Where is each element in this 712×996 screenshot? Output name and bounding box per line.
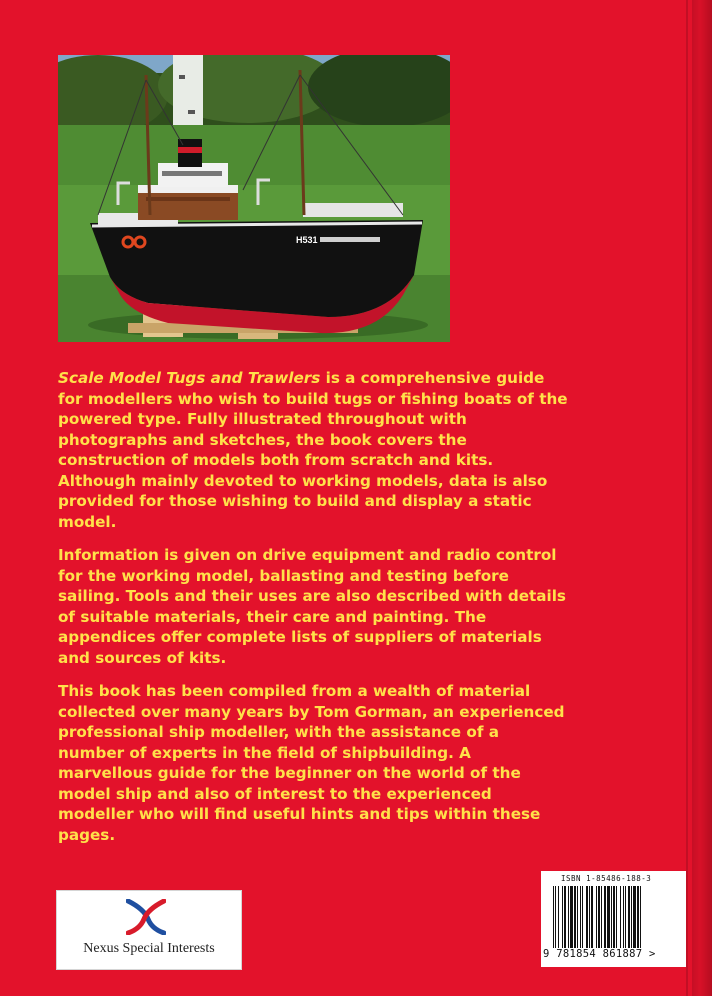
- model-trawler-photo: [58, 55, 450, 342]
- book-title: Scale Model Tugs and Trawlers: [58, 369, 321, 387]
- isbn-number: ISBN 1-85486-188-3: [561, 874, 652, 883]
- nexus-cross-icon: [126, 899, 166, 935]
- barcode-bars: [553, 886, 675, 948]
- ean-digits: 9 781854 861887 >: [543, 948, 656, 960]
- description-paragraph-1-text: is a comprehensive guide for modellers who wish to build tugs or fishing boats of the powered type. Fully illustrated throughout with photographs and sketches, the book covers the construction of models both from scratch and kits. Although mainly devoted to working models, data is also provided for those wishing to build and display a static model.: [58, 369, 568, 531]
- book-description: [58, 368, 568, 858]
- publisher-name: Nexus Special Interests: [83, 941, 215, 956]
- description-paragraph-2: Information is given on drive equipment and radio control for the working model, ballasting and testing before sailing. Tools and their uses are also described with details of suitable materials, their care and painting. The appendices offer complete lists of suppliers of materials and sources of kits.: [58, 546, 566, 667]
- book-spine-edge: [692, 0, 712, 996]
- spine-crease: [686, 0, 688, 996]
- description-paragraph-1: [58, 368, 568, 532]
- publisher-logo: [56, 890, 242, 970]
- description-paragraph-3: This book has been compiled from a wealth of material collected over many years by Tom Gorman, an experienced professional ship modeller, with the assistance of a number of experts in the field of shipbuilding. A marvellous guide for the beginner on the world of the model ship and also of interest to the experienced modeller who will find useful hints and tips within these pages.: [58, 682, 565, 844]
- isbn-barcode: [541, 871, 686, 967]
- hull-registration-text: H531: [296, 235, 318, 245]
